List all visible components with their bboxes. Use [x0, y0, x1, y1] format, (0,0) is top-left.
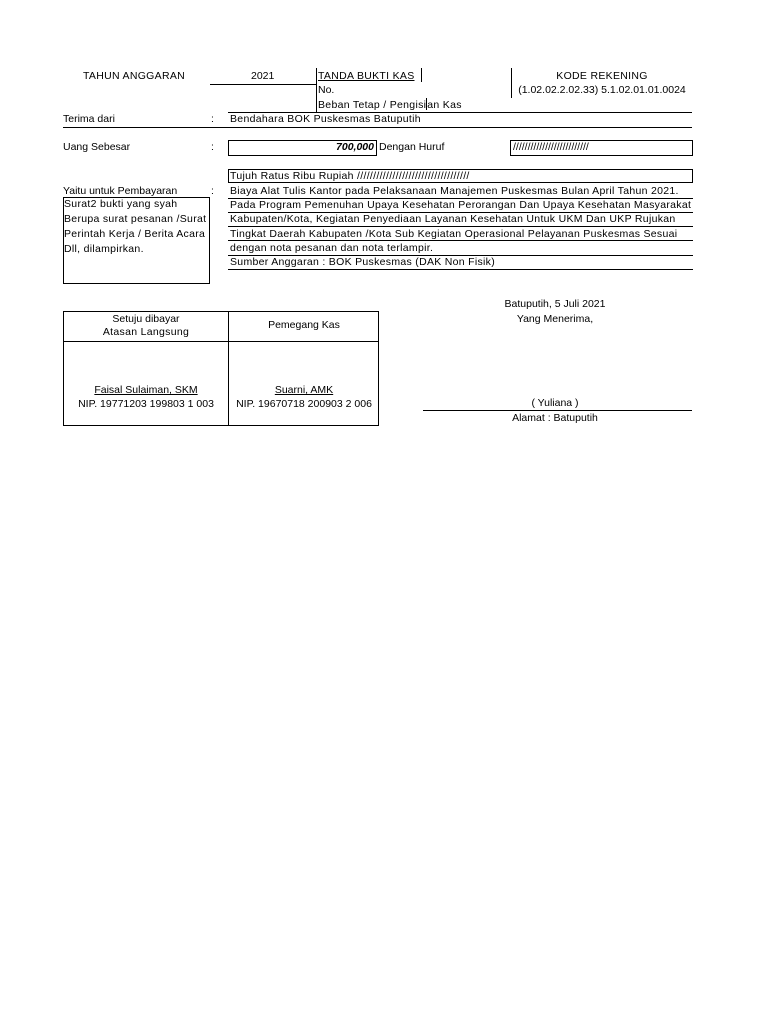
tahun-value: 2021 [251, 70, 275, 82]
terbilang-text: Tujuh Ratus Ribu Rupiah /////////////////////////////////// [230, 170, 470, 182]
purpose-line-1: Biaya Alat Tulis Kantor pada Pelaksanaan Manajemen Puskesmas Bulan April Tahun 2021. [230, 185, 679, 197]
tahun-anggaran-label: TAHUN ANGGARAN [83, 70, 186, 82]
beban-label [318, 98, 462, 112]
terima-dari-value: Bendahara BOK Puskesmas Batuputih [230, 113, 421, 125]
place-date: Batuputih, 5 Juli 2021 [504, 298, 606, 310]
evidence-line-1: Surat2 bukti yang syah [64, 198, 178, 210]
amount-value: 700,000 [336, 141, 374, 153]
yang-menerima: Yang Menerima, [516, 313, 594, 325]
no-label: No. [318, 84, 335, 96]
tahun-underline [210, 84, 316, 85]
penerima-rule [423, 410, 692, 411]
penerima-name: ( Yuliana ) [531, 397, 579, 409]
tanda-bukti-kas: TANDA BUKTI KAS [318, 70, 415, 82]
atasan-langsung-label: Atasan Langsung [102, 326, 190, 338]
kode-rekening-value: (1.02.02.2.02.33) 5.1.02.01.01.0024 [518, 84, 686, 96]
purpose-line-5: dengan nota pesanan dan nota terlampir. [230, 242, 434, 254]
purpose-line-6: Sumber Anggaran : BOK Puskesmas (DAK Non Fisik) [230, 256, 496, 268]
atasan-nip: NIP. 19771203 199803 1 003 [78, 398, 214, 410]
evidence-line-2: Berupa surat pesanan /Surat [64, 213, 207, 225]
purpose-line-4: Tingkat Daerah Kabupaten /Kota Sub Kegiatan Operasional Pelayanan Puskesmas Sesuai [230, 228, 678, 240]
dengan-huruf-label: Dengan Huruf [379, 141, 445, 153]
signature-table-header-rule [63, 341, 379, 342]
purpose-rule-4 [228, 240, 693, 241]
atasan-name [64, 384, 228, 397]
header-divider-left [316, 68, 317, 112]
pemegang-name [229, 384, 379, 397]
yaitu-label: Yaitu untuk Pembayaran [63, 185, 178, 197]
terima-dari-colon: : [211, 113, 214, 125]
yaitu-colon: : [211, 185, 214, 197]
terima-dari-label: Terima dari [63, 113, 115, 125]
beban-label-part2: an Kas [427, 99, 462, 111]
atasan-name-text: Faisal Sulaiman, SKM [94, 384, 198, 396]
purpose-line-2: Pada Program Pemenuhan Upaya Kesehatan Perorangan Dan Upaya Kesehatan Masyarakat [230, 199, 692, 211]
pemegang-nip: NIP. 19670718 200903 2 006 [236, 398, 372, 410]
kode-divider [511, 68, 512, 98]
purpose-line-3: Kabupaten/Kota, Kegiatan Penyediaan Layanan Kesehatan Untuk UKM Dan UKP Rujukan [230, 213, 676, 225]
purpose-rule-3 [228, 226, 693, 227]
kode-rekening-label: KODE REKENING [556, 70, 648, 82]
terima-dari-underline [63, 127, 692, 128]
alamat: Alamat : Batuputih [512, 412, 598, 424]
purpose-rule-6 [228, 269, 693, 270]
beban-label-part1: Beban Tetap / Pengisi [318, 99, 427, 111]
pemegang-name-text: Suarni, AMK [274, 384, 334, 396]
tanda-bukti-kas-cursor [421, 68, 422, 82]
setuju-dibayar-label: Setuju dibayar [112, 313, 180, 325]
uang-sebesar-colon: : [211, 141, 214, 153]
dengan-huruf-value: ////////////////////////// [513, 141, 589, 153]
uang-sebesar-label: Uang Sebesar [63, 141, 131, 153]
evidence-line-4: Dll, dilampirkan. [64, 243, 144, 255]
evidence-line-3: Perintah Kerja / Berita Acara [64, 228, 206, 240]
pemegang-kas-label: Pemegang Kas [268, 319, 340, 331]
